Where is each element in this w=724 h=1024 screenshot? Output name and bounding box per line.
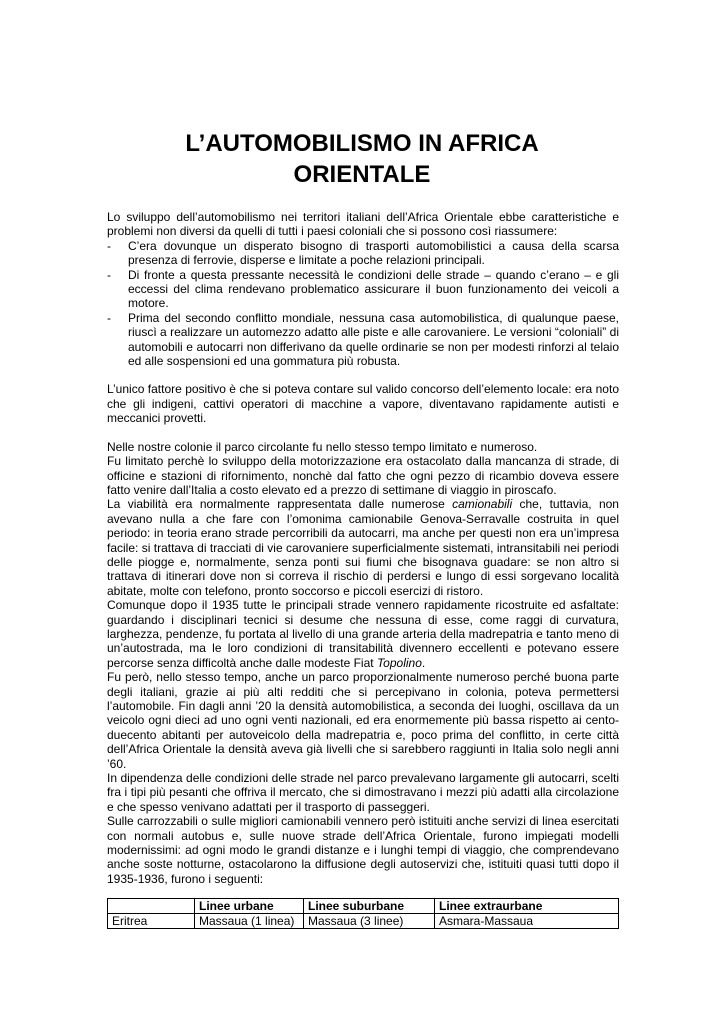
problems-list (107, 239, 619, 369)
viability-text-after: che, tuttavia, non avevano nulla a che fare con l’omonima camionabile Genova-Serravalle costruita in quel periodo: in teoria erano strade percorribili da autocarri, ma anche per questi non era un’impresa facile: si trattava di tracciati di vie carovaniere superficialmente sistemati, intransitabili nei periodi delle piogge e, normalmente, senza ponti sui fiumi che bisognava guadare: se non altro si trattava di itinerari dove non si correva il rischio di perdersi e lungo di essi sorgevano località abitate, molte con telefono, pronto soccorso e piccoli esercizi di ristoro. (107, 497, 619, 598)
table-cell: Massaua (3 linee) (304, 914, 435, 929)
title-line-1: L’AUTOMOBILISMO IN AFRICA (185, 130, 539, 157)
bus-services-paragraph: Sulle carrozzabili o sulle migliori camionabili vennero però istituiti anche servizi di linea esercitati con normali autobus e, sulle nuove strade dell’Africa Orientale, furono impiegati modelli modernissimi: ad ogni modo le grandi distanze e i lunghi tempi di viaggio, che comprendevano anche soste notturne, ostacolarono la diffusione degli autoservizi che, istituiti quasi tutti dopo il 1935-1936, furono i seguenti: (107, 814, 619, 886)
table-cell: Massaua (1 linea) (195, 914, 304, 929)
roads-1935-paragraph (107, 598, 619, 670)
local-element-paragraph: L’unico fattore positivo è che si poteva contare sul valido concorso dell’elemento locale: era noto che gli indigeni, cattivi operatori di macchine a vapore, diventavano rapidamente autisti e meccanici provetti. (107, 382, 619, 426)
title-line-2: ORIENTALE (293, 161, 431, 188)
roads-emphasis: Topolino (376, 655, 422, 670)
table-header-cell (108, 899, 195, 914)
table-header-cell: Linee suburbane (304, 899, 435, 914)
intro-paragraph: Lo sviluppo dell’automobilismo nei territori italiani dell’Africa Orientale ebbe caratteristiche e problemi non diversi da quelli di tutti i paesi coloniali che si possono così riassumere: (107, 210, 619, 239)
trucks-paragraph: In dipendenza delle condizioni delle strade nel parco prevalevano largamente gli autocarri, scelti fra i tipi più pesanti che offriva il mercato, che si dimostravano i mezzi più adatti alla circolazione e che spesso venivano adattati per il trasporto di passeggeri. (107, 771, 619, 814)
bus-lines-table (107, 898, 619, 929)
document-body (107, 210, 619, 929)
limited-paragraph: Fu limitato perchè lo sviluppo della motorizzazione era ostacolato dalla mancanza di strade, di officine e stazioni di rifornimento, nonchè dal fatto che ogni pezzo di ricambio doveva essere fatto venire dall’Italia a costo elevato ed a prezzo di settimane di viaggio in piroscafo. (107, 454, 619, 497)
table-cell: Asmara-Massaua (435, 914, 619, 929)
page-title (0, 128, 724, 190)
roads-text-before: Comunque dopo il 1935 tutte le principali strade vennero rapidamente ricostruite ed asfaltate: guardando i disciplinari tecnici si desume che nessuna di esse, come raggi di curvatura, larghezza, pendenze, fu portata al livello di una grande arteria della madrepatria e tanto meno di un’autostrada, ma le loro condizioni di transitabilità divennero eccellenti e potevano essere percorse senza difficoltà anche dalle modeste Fiat (107, 598, 619, 670)
table-row (108, 914, 619, 929)
table-header-cell: Linee extraurbane (435, 899, 619, 914)
table-header-row (108, 899, 619, 914)
viability-text-before: La viabilità era normalmente rappresentata dalle numerose (107, 497, 453, 512)
list-item: - Prima del secondo conflitto mondiale, nessuna casa automobilistica, di qualunque paese, riuscì a realizzare un automezzo adatto alle piste e alle carovaniere. Le versioni “coloniali” di automobili e autocarri non differivano da quelle ordinarie se non per modesti rinforzi al telaio ed alle sospensioni ed una gommatura più robusta. (107, 311, 619, 369)
table-cell: Eritrea (108, 914, 195, 929)
viability-emphasis: camionabili (452, 497, 513, 512)
table-header-cell: Linee urbane (195, 899, 304, 914)
numerous-fleet-paragraph: Fu però, nello stesso tempo, anche un parco proporzionalmente numeroso perché buona parte degli italiani, grazie ai più alti redditi che si percepivano in colonia, poteva permettersi l’automobile. Fin dagli anni ’20 la densità automobilistica, a seconda dei luoghi, oscillava da un veicolo ogni dieci ad uno ogni venti nazionali, ed era enormemente più bassa rispetto ai cento-duecento abitanti per autoveicolo della madrepatria e, poco prima del conflitto, in certe città dell’Africa Orientale la densità aveva già livelli che si sarebbero raggiunti in Italia solo negli anni ’60. (107, 670, 619, 771)
list-item: - Di fronte a questa pressante necessità le condizioni delle strade – quando c’erano – e gli eccessi del clima rendevano problematico assicurare il buon funzionamento dei veicoli a motore. (107, 268, 619, 311)
fleet-paragraph: Nelle nostre colonie il parco circolante fu nello stesso tempo limitato e numeroso. (107, 439, 538, 454)
list-item: - C’era dovunque un disperato bisogno di trasporti automobilistici a causa della scarsa presenza di ferrovie, disperse e limitate a poche relazioni principali. (107, 239, 619, 268)
viability-paragraph (107, 497, 619, 598)
roads-text-after: . (421, 655, 426, 670)
